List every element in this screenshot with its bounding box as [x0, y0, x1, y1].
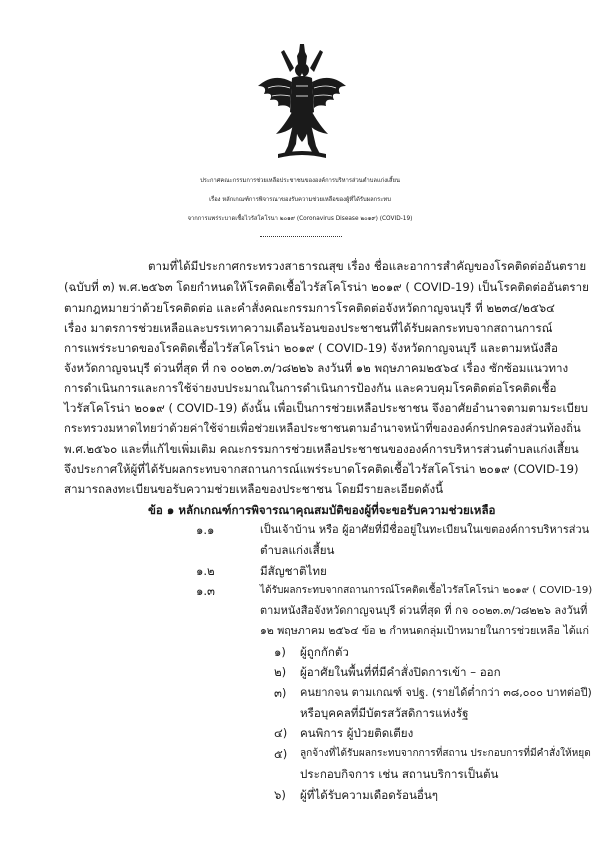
criteria-text: ได้รับผลกระทบจากสถานการณ์โรคติดเชื้อไวรัสโคโรน่า ๒๐๑๙ ( COVID-19) [260, 585, 593, 596]
section-heading: ข้อ ๑ หลักเกณฑ์การพิจารณาคุณสมบัติของผู้ที่จะขอรับความช่วยเหลือ [148, 503, 496, 517]
body-line: สามารถลงทะเบียนขอรับความช่วยเหลือของประชาชน โดยมีรายละเอียดดังนี้ [64, 482, 444, 496]
criteria-text: มีสัญชาติไทย [260, 564, 327, 578]
group-text: ผู้ที่ได้รับความเดือดร้อนอื่นๆ [300, 788, 439, 802]
body-line: ตามกฎหมายว่าด้วยโรคติดต่อ และคำสั่งคณะกรรมการโรคติดต่อจังหวัดกาญจนบุรี ที่ ๒๒๓๔/๒๕๖๔ [64, 301, 555, 315]
group-number: ๔) [274, 726, 288, 740]
group-text: คนพิการ ผู้ป่วยติดเตียง [300, 726, 414, 740]
body-line: จังหวัดกาญจนบุรี ด่วนที่สุด ที่ กจ ๐๐๒๓.๓/ว๘๒๒๖ ลงวันที่ ๑๒ พฤษภาคม๒๕๖๔ เรื่อง ซักซ้อมแนวทาง [64, 361, 569, 375]
announcement-title: ประกาศคณะกรรมการช่วยเหลือประชาชนขององค์การบริหารส่วนตำบลแก่งเสี้ยน [200, 178, 400, 184]
group-text: ผู้ถูกกักตัว [300, 645, 349, 659]
criteria-number: ๑.๑ [196, 523, 215, 537]
body-line: พ.ศ.๒๕๖๐ และที่แก้ไขเพิ่มเติม คณะกรรมการช่วยเหลือประชาชนขององค์การบริหารส่วนตำบลแก่งเสี้ยน [64, 442, 579, 456]
body-line: กระทรวงมหาดไทยว่าด้วยค่าใช้จ่ายเพื่อช่วยเหลือประชาชนตามอำนาจหน้าที่ขององค์กรปกครองส่วนท้องถิ่น [64, 422, 581, 435]
body-line: ตามที่ได้มีประกาศกระทรวงสาธารณสุข เรื่อง ชื่อและอาการสำคัญของโรคติดต่ออันตราย [148, 259, 587, 273]
body-line: เรื่อง มาตรการช่วยเหลือและบรรเทาความเดือนร้อนของประชาชนที่ได้รับผลกระทบจากสถานการณ์ [64, 321, 553, 335]
group-text: ลูกจ้างที่ได้รับผลกระทบจากการที่สถาน ประกอบการที่มีคำสั่งให้หยุด [300, 748, 591, 759]
criteria-number: ๑.๒ [196, 564, 215, 578]
group-number: ๖) [274, 788, 286, 802]
announcement-subject: เรื่อง หลักเกณฑ์การพิจารณาของรับความช่วยเหลือของผู้ที่ได้รับผลกระทบ [209, 197, 391, 203]
criteria-text: เป็นเจ้าบ้าน หรือ ผู้อาศัยที่มีชื่ออยู่ในทะเบียนในเขตองค์การบริหารส่วน [260, 523, 590, 536]
group-number: ๒) [274, 665, 287, 679]
criteria-number: ๑.๓ [196, 584, 215, 598]
criteria-text: ตำบลแก่งเสี้ยน [260, 543, 335, 557]
group-number: ๓) [274, 686, 287, 700]
body-line: จึงประกาศให้ผู้ที่ได้รับผลกระทบจากสถานการณ์แพร่ระบาดโรคติดเชื้อไวรัสโคโรน่า ๒๐๑๙ (COVID-19) [64, 462, 579, 476]
announcement-subject-cont: จากการแพร่ระบาดเชื้อไวรัสโคโรนา ๒๐๑๙ (Coronavirus Disease ๒๐๑๙) (COVID-19) [187, 216, 413, 222]
group-text: หรือบุคคลที่มีบัตรสวัสดิการแห่งรัฐ [300, 706, 469, 720]
group-text: ผู้อาศัยในพื้นที่ที่มีคำสั่งปิดการเข้า – ออก [300, 665, 501, 679]
dotted-divider [260, 236, 342, 237]
body-line: ไวรัสโคโรน่า ๒๐๑๙ ( COVID-19) ดังนั้น เพื่อเป็นการช่วยเหลือประชาชน จึงอาศัยอำนาจตามตามระเบียบ [64, 401, 588, 415]
group-number: ๑) [274, 645, 286, 659]
body-line: การแพร่ระบาดของโรคติดเชื้อไวรัสโคโรน่า ๒๐๑๙ ( COVID-19) จังหวัดกาญจนบุรี และตามหนังสือ [64, 341, 558, 355]
group-number: ๕) [274, 747, 288, 761]
body-line: (ฉบับที่ ๓) พ.ศ.๒๕๖๓ โดยกำหนดให้โรคติดเชื้อไวรัสโคโรน่า ๒๐๑๙ ( COVID-19) เป็นโรคติดต่ออันตราย [64, 280, 589, 294]
group-text: คนยากจน ตามเกณฑ์ จปฐ. (รายได้ต่ำกว่า ๓๘,๐๐๐ บาทต่อปี) [300, 686, 592, 699]
group-text: ประกอบกิจการ เช่น สถานบริการเป็นต้น [300, 767, 499, 781]
criteria-text: ตามหนังสือจังหวัดกาญจนบุรี ด่วนที่สุด ที่ กจ ๐๐๒๓.๓/ว๘๒๒๖ ลงวันที่ [260, 604, 588, 617]
criteria-text: ๑๒ พฤษภาคม ๒๕๖๔ ข้อ ๒ กำหนดกลุ่มเป้าหมายในการช่วยเหลือ ได้แก่ [260, 624, 590, 637]
garuda-emblem [254, 42, 350, 162]
body-line: การดำเนินการและการใช้จ่ายงบประมาณในการดำเนินการป้องกัน และควบคุมโรคติดต่อโรคติดเชื้อ [64, 381, 557, 395]
